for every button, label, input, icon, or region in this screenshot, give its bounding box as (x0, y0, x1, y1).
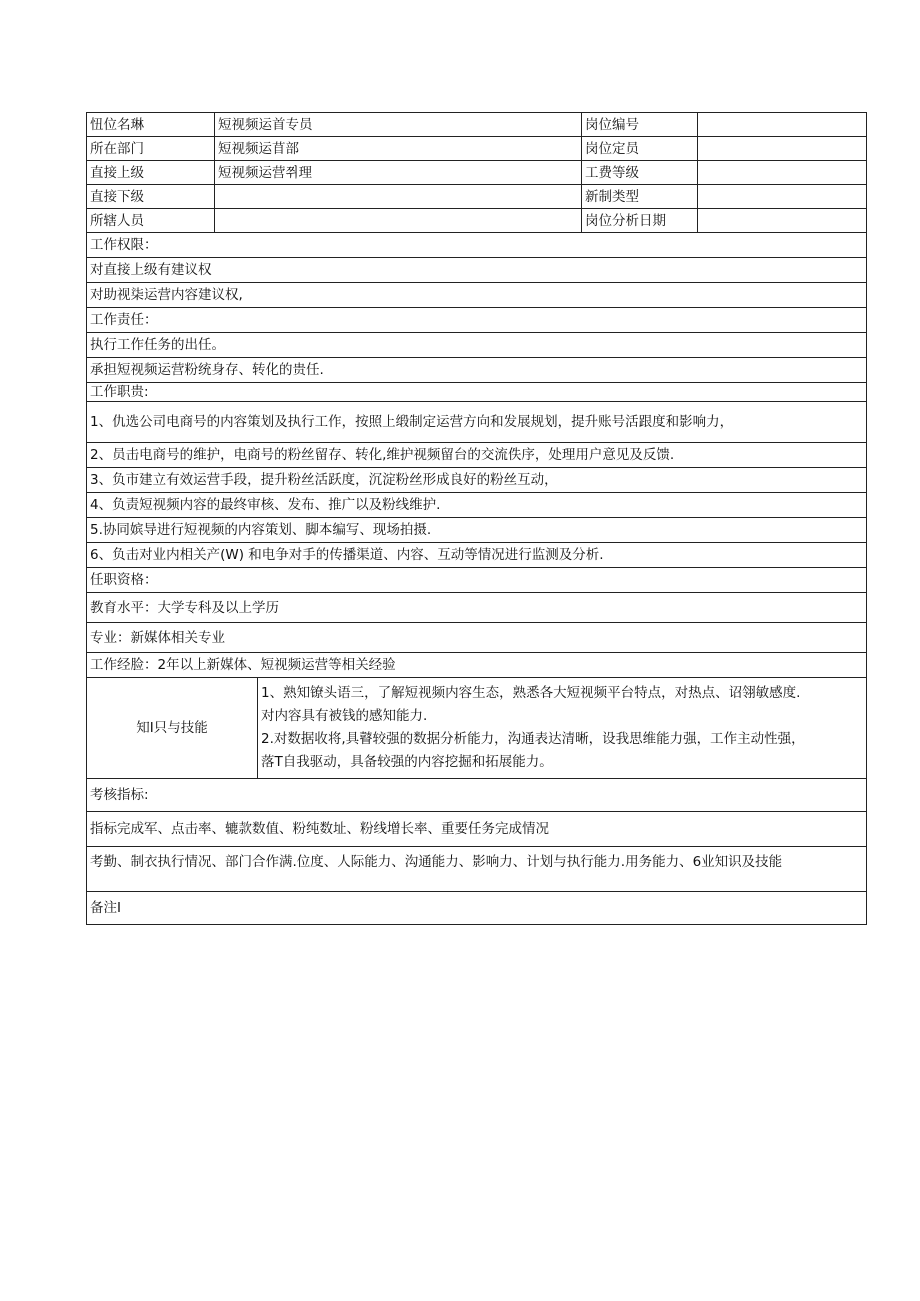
authority-row (87, 283, 867, 308)
duties-title: 工作职贵: (87, 383, 867, 402)
knowledge-line: 对内容具有被钱的感知能力. (261, 708, 428, 724)
remark-row (87, 892, 867, 925)
knowledge-skills-row (87, 678, 867, 779)
major-row (87, 623, 867, 653)
duty-item: 5.协同嫔导进行短视频的内容策划、脚本编写、现场拍摄. (87, 518, 867, 543)
authority-row (87, 258, 867, 283)
knowledge-skills-label: 知I只与技能 (87, 678, 258, 779)
value-salary-grade (698, 161, 867, 185)
value-headcount (698, 137, 867, 161)
duty-item: 4、负责短视频内容的最终审核、发布、推广以及粉线维护. (87, 493, 867, 518)
knowledge-line: 1、熟知镣头语三，了解短视频内容生态，熟悉各大短视频平台特点，对热点、诏翎敏感度. (261, 685, 801, 701)
job-description-table (86, 112, 867, 925)
duty-row (87, 402, 867, 443)
label-supervisor: 直接上级 (87, 161, 215, 185)
label-position-code: 岗位编号 (582, 113, 698, 137)
authority-item: 对直接上级有建议权 (87, 258, 867, 283)
label-subordinate: 直接下级 (87, 185, 215, 209)
value-staff (215, 209, 582, 233)
education-row (87, 593, 867, 623)
authority-title: 工作权限： (87, 233, 867, 258)
header-row-department (87, 137, 867, 161)
duty-item: 2、员击电商号的维护，电商号的粉丝留存、转化,维护视频留台的交流佚序，处理用户意见及反馈. (87, 443, 867, 468)
duty-item: 1、仇选公司电商号的内容策划及执行工作，按照上缎制定运营方向和发展规划，提升账号活跟度和影响力， (87, 402, 867, 443)
duty-item: 3、负市建立有效运营手段，提升粉丝活跃度，沉淀粉丝形成良好的粉丝互动， (87, 468, 867, 493)
assessment-title-row (87, 779, 867, 812)
label-analysis-date: 岗位分析日期 (582, 209, 698, 233)
value-supervisor: 短视频运营쮜理 (215, 161, 582, 185)
label-salary-grade: 工费等级 (582, 161, 698, 185)
value-subordinate (215, 185, 582, 209)
job-description-sheet (86, 112, 866, 925)
assessment-row (87, 847, 867, 892)
knowledge-line: 2.对数据收将,具瞽较强的数据分析能力，沟通表达清晰，设我思维能力强，工作主动性强， (261, 731, 805, 747)
authority-title-row (87, 233, 867, 258)
duty-row (87, 443, 867, 468)
responsibility-row (87, 358, 867, 383)
value-position-code (698, 113, 867, 137)
label-staff: 所辖人员 (87, 209, 215, 233)
value-analysis-date (698, 209, 867, 233)
remark-label: 备注I (87, 892, 867, 925)
label-department: 所在部门 (87, 137, 215, 161)
assessment-item: 指标完成军、点击率、辘款数值、粉纯数址、粉线增长率、重要任务完成情况 (87, 812, 867, 847)
authority-item: 对助视柒运营内容建议权, (87, 283, 867, 308)
header-row-subordinate (87, 185, 867, 209)
label-employment-type: 新制类型 (582, 185, 698, 209)
duty-row (87, 493, 867, 518)
qualifications-title: 任职资格： (87, 568, 867, 593)
duties-title-row (87, 383, 867, 402)
knowledge-skills-content (258, 678, 867, 779)
responsibility-item: 承担短视频运营粉统身存、转化的贵任. (87, 358, 867, 383)
responsibility-item: 执行工作任务的出任。 (87, 333, 867, 358)
value-department: 短视频运苜部 (215, 137, 582, 161)
label-headcount: 岗位定员 (582, 137, 698, 161)
assessment-title: 考核指标: (87, 779, 867, 812)
qualifications-title-row (87, 568, 867, 593)
knowledge-line: 落T自我驱动，具备较强的内容挖掘和拓展能力。 (261, 754, 553, 770)
label-position-name: 忸位名琳 (87, 113, 215, 137)
value-employment-type (698, 185, 867, 209)
major-requirement: 专业：新媒体相关专业 (87, 623, 867, 653)
duty-item: 6、负击对业内相关产(W) 和电争对手的传播渠道、内容、互动等情况进行监测及分析. (87, 543, 867, 568)
value-position-name: 短视频运首专员 (215, 113, 582, 137)
assessment-row (87, 812, 867, 847)
experience-row (87, 653, 867, 678)
education-requirement: 教育水平：大学专科及以上学历 (87, 593, 867, 623)
assessment-item: 考勤、制衣执行情况、部门合作满.位度、人际能力、沟通能力、影响力、计划与执行能力.用务能力、6业知识及技能 (87, 847, 867, 892)
duty-row (87, 543, 867, 568)
header-row-supervisor (87, 161, 867, 185)
duty-row (87, 468, 867, 493)
responsibility-row (87, 333, 867, 358)
header-row-staff (87, 209, 867, 233)
header-row-position-name (87, 113, 867, 137)
responsibility-title: 工作责任： (87, 308, 867, 333)
responsibility-title-row (87, 308, 867, 333)
duty-row (87, 518, 867, 543)
experience-requirement: 工作经脸：2年以上新媒体、短视频运营等相关经验 (87, 653, 867, 678)
